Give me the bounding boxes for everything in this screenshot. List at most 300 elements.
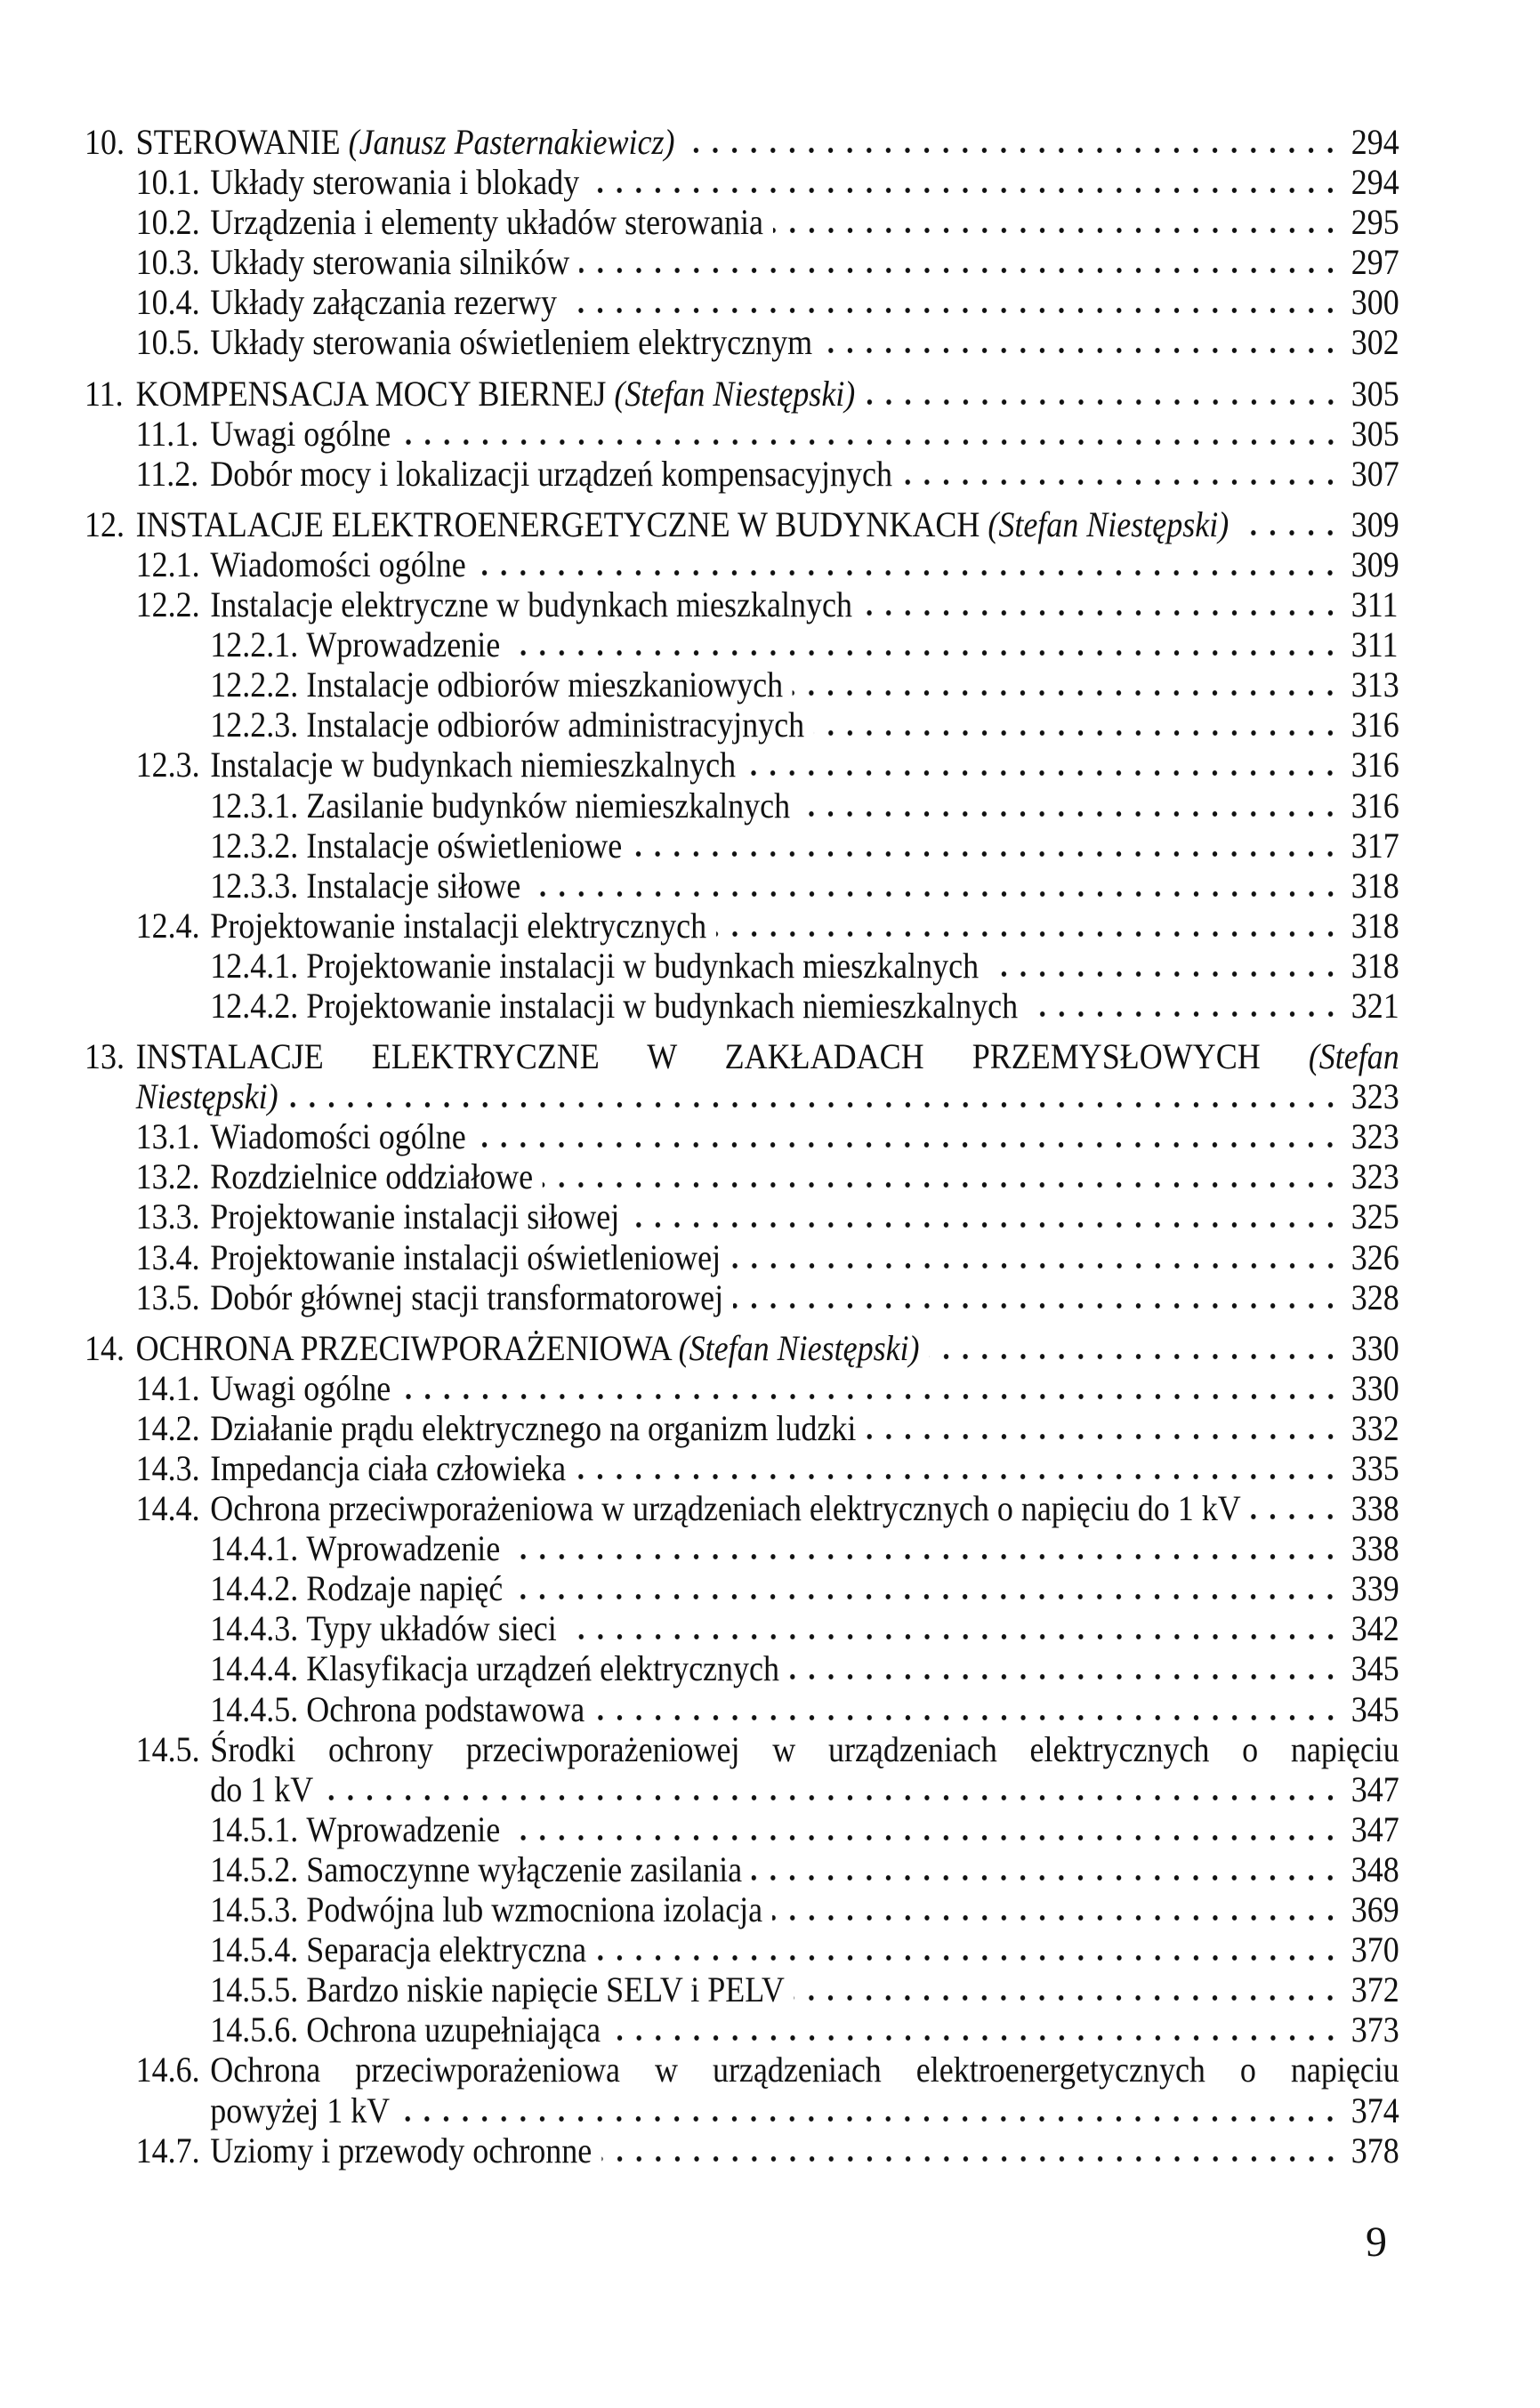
toc-entry-page: 330 xyxy=(1351,1327,1399,1368)
toc-entry-title-text: Ochrona uzupełniająca xyxy=(306,2009,601,2050)
toc-entry-number: 14.4.4. xyxy=(210,1648,299,1689)
toc-entry-title xyxy=(210,414,391,454)
toc-entry-line xyxy=(85,414,1399,454)
toc-entry-title xyxy=(210,162,579,202)
toc-entry-title-text: Wiadomości ogólne xyxy=(210,1116,466,1157)
toc-entry-title xyxy=(210,202,763,242)
toc-entry-page: 302 xyxy=(1351,322,1399,363)
toc-entry-page: 318 xyxy=(1351,905,1399,946)
toc-entry-number: 14.5. xyxy=(135,1728,200,1769)
toc-entry-title-text: Układy sterowania i blokady xyxy=(210,162,580,203)
toc-section[interactable] xyxy=(85,1448,1399,1488)
dot-leader xyxy=(510,1553,1340,1560)
dot-leader xyxy=(400,439,1340,446)
dot-leader xyxy=(476,569,1341,576)
toc-entry-title xyxy=(210,745,736,785)
toc-entry-title xyxy=(210,1196,619,1236)
toc-entry-line-continued xyxy=(85,2090,1399,2130)
toc-entry-number: 13. xyxy=(85,1036,125,1077)
toc-entry-title xyxy=(210,1116,465,1156)
toc-entry-line xyxy=(85,1849,1399,1889)
toc-entry-title xyxy=(136,374,856,414)
toc-entry-title-text: Klasyfikacja urządzeń elektrycznych xyxy=(306,1648,780,1689)
toc-entry-line xyxy=(85,504,1399,544)
toc-entry-page: 330 xyxy=(1351,1367,1399,1408)
toc-entry-title xyxy=(306,624,500,664)
toc-section[interactable] xyxy=(85,1608,1399,1648)
toc-entry-number: 10. xyxy=(85,122,125,162)
toc-entry-page: 369 xyxy=(1351,1889,1399,1930)
toc-entry-title-text: STEROWANIE xyxy=(135,122,349,162)
toc-entry-author: Niestępski) xyxy=(135,1076,278,1117)
toc-entry-title-text: Instalacje odbiorów administracyjnych xyxy=(306,705,805,745)
toc-entry-number: 12.2.1. xyxy=(210,624,299,665)
toc-entry-page: 300 xyxy=(1351,282,1399,323)
page-number: 9 xyxy=(1366,2219,1387,2266)
toc-entry-line xyxy=(85,1568,1399,1608)
toc-section[interactable] xyxy=(85,705,1399,745)
toc-entry-line xyxy=(85,1196,1399,1236)
toc-chapter[interactable] xyxy=(85,1036,1399,1116)
toc-entry-page: 347 xyxy=(1351,1768,1399,1809)
toc-entry-title-text: powyżej 1 kV xyxy=(210,2090,391,2130)
toc-entry-page: 294 xyxy=(1351,162,1399,203)
dot-leader xyxy=(610,2034,1340,2042)
toc-entry-title-text: INSTALACJE ELEKTROENERGETYCZNE W BUDYNKACH xyxy=(135,503,988,544)
toc-entry-page: 318 xyxy=(1351,865,1399,906)
toc-entry-title xyxy=(210,1156,533,1196)
toc-entry-page: 325 xyxy=(1351,1196,1399,1237)
toc-entry-page: 323 xyxy=(1351,1076,1399,1117)
toc-entry-title-text: Zasilanie budynków niemieszkalnych xyxy=(306,785,791,825)
dot-leader xyxy=(399,2115,1340,2122)
toc-section[interactable] xyxy=(85,1156,1399,1196)
toc-entry-number: 14.7. xyxy=(135,2130,200,2170)
toc-chapter[interactable] xyxy=(85,122,1399,162)
toc-section[interactable] xyxy=(85,162,1399,202)
toc-entry-line xyxy=(85,785,1399,825)
toc-section[interactable] xyxy=(85,664,1399,705)
toc-entry-line xyxy=(85,1969,1399,2009)
toc-entry-line xyxy=(85,906,1399,946)
toc-entry-title xyxy=(210,1277,723,1317)
toc-section[interactable] xyxy=(85,1729,1399,1809)
toc-entry-title xyxy=(306,705,804,745)
toc-section[interactable] xyxy=(85,1568,1399,1608)
toc-entry-title-text: Układy załączania rezerwy xyxy=(210,282,558,323)
toc-entry-page: 345 xyxy=(1351,1648,1399,1689)
dot-leader xyxy=(716,930,1340,938)
toc-entry-page: 348 xyxy=(1351,1848,1399,1889)
dot-leader xyxy=(1238,529,1340,536)
toc-entry-title xyxy=(210,2050,1399,2090)
toc-entry-number: 14.5.6. xyxy=(210,2009,299,2050)
dot-leader xyxy=(1251,1513,1341,1520)
toc-entry-number: 14.5.1. xyxy=(210,1808,299,1849)
toc-chapter[interactable] xyxy=(85,1328,1399,1368)
toc-entry-line xyxy=(85,122,1399,162)
dot-leader xyxy=(596,1954,1340,1961)
toc-entry-page: 318 xyxy=(1351,945,1399,986)
toc-entry-title-text: Układy sterowania oświetleniem elektrycznym xyxy=(210,322,813,363)
toc-entry-author: (Stefan Niestępski) xyxy=(988,503,1230,544)
toc-entry-title-text: Wprowadzenie xyxy=(306,1528,501,1569)
toc-chapter[interactable] xyxy=(85,504,1399,544)
dot-leader xyxy=(632,850,1340,858)
toc-entry-line xyxy=(85,946,1399,986)
toc-entry-line xyxy=(85,2050,1399,2090)
toc-entry-number: 14.5.3. xyxy=(210,1889,299,1930)
dot-leader xyxy=(576,1473,1340,1480)
toc-entry-page: 297 xyxy=(1351,242,1399,283)
toc-entry-number: 14.4.3. xyxy=(210,1608,299,1649)
toc-entry-page: 338 xyxy=(1351,1528,1399,1569)
dot-leader xyxy=(629,1221,1340,1228)
toc-section[interactable] xyxy=(85,544,1399,584)
toc-entry-page: 339 xyxy=(1351,1568,1399,1609)
toc-entry-title xyxy=(306,1528,500,1568)
dot-leader xyxy=(794,1994,1340,2001)
toc-entry-title xyxy=(210,1237,721,1277)
toc-entry-line xyxy=(85,374,1399,414)
toc-entry-page: 316 xyxy=(1351,705,1399,745)
dot-leader xyxy=(814,729,1340,737)
dot-leader xyxy=(510,649,1340,656)
toc-entry-title-text: Impedancja ciała człowieka xyxy=(210,1448,567,1488)
toc-entry-line xyxy=(85,1156,1399,1196)
dot-leader xyxy=(733,1302,1340,1309)
toc-entry-number: 12. xyxy=(85,503,125,544)
toc-entry-title-text: do 1 kV xyxy=(210,1768,314,1809)
toc-entry-line xyxy=(85,162,1399,202)
toc-entry-number: 12.3.3. xyxy=(210,865,299,906)
toc-entry-page: 378 xyxy=(1351,2130,1399,2170)
toc-entry-title xyxy=(306,785,790,825)
toc-section[interactable] xyxy=(85,1488,1399,1528)
toc-entry-number: 14. xyxy=(85,1327,125,1368)
toc-entry-title xyxy=(306,1849,742,1889)
dot-leader xyxy=(530,890,1340,898)
toc-entry-title-text: Wiadomości ogólne xyxy=(210,544,466,584)
toc-entry-title-text: OCHRONA PRZECIWPORAŻENIOWA xyxy=(135,1327,679,1368)
toc-entry-page: 347 xyxy=(1351,1808,1399,1849)
toc-section[interactable] xyxy=(85,1969,1399,2009)
dot-leader xyxy=(988,970,1340,978)
toc-entry-title xyxy=(306,1969,785,2009)
toc-entry-page: 372 xyxy=(1351,1969,1399,2010)
toc-entry-title xyxy=(136,122,675,162)
toc-entry-line-continued xyxy=(85,1076,1399,1116)
toc-section[interactable] xyxy=(85,242,1399,282)
dot-leader xyxy=(902,479,1340,486)
dot-leader xyxy=(476,1141,1341,1148)
toc-entry-title xyxy=(306,1568,503,1608)
toc-entry-title xyxy=(136,1328,920,1368)
toc-entry-title-text: Instalacje oświetleniowe xyxy=(306,825,623,866)
toc-entry-page: 305 xyxy=(1351,373,1399,414)
toc-entry-line xyxy=(85,322,1399,362)
toc-entry-title xyxy=(210,454,892,494)
toc-entry-line xyxy=(85,2009,1399,2050)
toc-section[interactable] xyxy=(85,1116,1399,1156)
toc-entry-number: 14.4. xyxy=(135,1488,200,1529)
toc-entry-number: 12.3. xyxy=(135,745,200,785)
toc-entry-title-text: Instalacje elektryczne w budynkach mieszkalnych xyxy=(210,584,852,625)
toc-entry-number: 14.3. xyxy=(135,1448,200,1488)
toc-entry-line xyxy=(85,1889,1399,1929)
toc-entry-title-text: Dobór mocy i lokalizacji urządzeń kompensacyjnych xyxy=(210,453,893,494)
toc-entry-number: 14.5.2. xyxy=(210,1848,299,1889)
toc-section[interactable] xyxy=(85,946,1399,986)
toc-section[interactable] xyxy=(85,1368,1399,1408)
toc-chapter[interactable] xyxy=(85,374,1399,414)
toc-entry-author: (Janusz Pasternakiewicz) xyxy=(348,122,675,162)
toc-section[interactable] xyxy=(85,825,1399,866)
toc-entry-line xyxy=(85,282,1399,322)
toc-entry-title xyxy=(306,825,622,866)
toc-entry-number: 10.4. xyxy=(135,282,200,323)
toc-entry-page: 311 xyxy=(1351,624,1399,665)
toc-entry-number: 10.5. xyxy=(135,322,200,363)
toc-entry-title-text: Samoczynne wyłączenie zasilania xyxy=(306,1848,743,1889)
toc-entry-title xyxy=(306,866,520,906)
toc-section[interactable] xyxy=(85,1929,1399,1969)
toc-entry-line xyxy=(85,664,1399,705)
toc-entry-title xyxy=(210,1408,856,1448)
toc-entry-title xyxy=(210,322,812,362)
toc-entry-number: 12.3.2. xyxy=(210,825,299,866)
toc-entry-title-text: Typy układów sieci xyxy=(306,1608,557,1649)
dot-leader xyxy=(512,1593,1340,1600)
toc-entry-page: 326 xyxy=(1351,1236,1399,1277)
toc-entry-page: 332 xyxy=(1351,1407,1399,1448)
dot-leader xyxy=(746,769,1340,777)
toc-entry-number: 13.4. xyxy=(135,1236,200,1277)
toc-section[interactable] xyxy=(85,322,1399,362)
toc-entry-title xyxy=(210,906,706,946)
dot-leader xyxy=(400,1393,1340,1400)
toc-entry-title xyxy=(210,1488,1240,1528)
toc-entry-page: 345 xyxy=(1351,1688,1399,1729)
toc-entry-line xyxy=(85,1328,1399,1368)
dot-leader xyxy=(567,1633,1341,1640)
toc-entry-number: 12.2.2. xyxy=(210,664,299,705)
toc-entry-title xyxy=(306,1889,762,1929)
toc-entry-title xyxy=(210,584,852,624)
dot-leader xyxy=(567,307,1340,314)
toc-entry-line xyxy=(85,202,1399,242)
toc-entry-line xyxy=(85,454,1399,494)
toc-section[interactable] xyxy=(85,866,1399,906)
dot-leader xyxy=(793,689,1340,697)
toc-entry-line xyxy=(85,1729,1399,1769)
toc-entry-line xyxy=(85,584,1399,624)
toc-entry-page: 373 xyxy=(1351,2009,1399,2050)
toc-entry-title xyxy=(210,1368,391,1408)
toc-entry-line xyxy=(85,705,1399,745)
toc-entry-line-continued xyxy=(85,1769,1399,1809)
toc-entry-number: 11.2. xyxy=(135,453,199,494)
toc-entry-line xyxy=(85,624,1399,664)
toc-entry-page: 374 xyxy=(1351,2090,1399,2130)
toc-section[interactable] xyxy=(85,2130,1399,2170)
toc-section[interactable] xyxy=(85,2050,1399,2130)
toc-section[interactable] xyxy=(85,2009,1399,2050)
toc-entry-title-text: Uwagi ogólne xyxy=(210,1367,391,1408)
toc-entry-line xyxy=(85,1608,1399,1648)
toc-entry-title-text: Projektowanie instalacji elektrycznych xyxy=(210,905,707,946)
toc-section[interactable] xyxy=(85,1648,1399,1688)
toc-entry-title-text: Układy sterowania silników xyxy=(210,242,570,283)
toc-entry-title xyxy=(136,1076,278,1116)
toc-entry-page: 317 xyxy=(1351,825,1399,866)
toc-entry-number: 11.1. xyxy=(135,413,199,454)
toc-section[interactable] xyxy=(85,584,1399,624)
toc-entry-title xyxy=(210,2090,390,2130)
toc-entry-title xyxy=(210,544,465,584)
toc-entry-page: 305 xyxy=(1351,413,1399,454)
toc-section[interactable] xyxy=(85,202,1399,242)
toc-entry-title-text: Projektowanie instalacji oświetleniowej xyxy=(210,1236,722,1277)
dot-leader xyxy=(772,1914,1340,1921)
dot-leader xyxy=(752,1874,1340,1881)
toc-entry-title-text: Rozdzielnice oddziałowe xyxy=(210,1156,534,1197)
toc-entry-title xyxy=(306,1608,556,1648)
dot-leader xyxy=(866,1433,1340,1440)
toc-entry-number: 13.2. xyxy=(135,1156,200,1197)
table-of-contents xyxy=(85,122,1399,2170)
toc-entry-page: 313 xyxy=(1351,664,1399,705)
toc-section[interactable] xyxy=(85,454,1399,494)
toc-entry-title-text: Uziomy i przewody ochronne xyxy=(210,2130,593,2170)
toc-entry-author: (Stefan xyxy=(1308,1036,1399,1077)
toc-entry-number: 14.6. xyxy=(135,2050,200,2090)
dot-leader xyxy=(589,187,1340,194)
dot-leader xyxy=(773,227,1340,234)
toc-entry-title xyxy=(306,1929,586,1969)
toc-entry-title xyxy=(306,1648,779,1688)
toc-entry-line xyxy=(85,825,1399,866)
toc-entry-page: 323 xyxy=(1351,1116,1399,1157)
toc-section[interactable] xyxy=(85,1528,1399,1568)
toc-entry-line xyxy=(85,866,1399,906)
toc-entry-page: 323 xyxy=(1351,1156,1399,1197)
toc-entry-title xyxy=(210,2130,592,2170)
toc-section[interactable] xyxy=(85,1809,1399,1849)
toc-entry-title xyxy=(306,1809,500,1849)
toc-entry-line xyxy=(85,986,1399,1026)
toc-entry-line xyxy=(85,1528,1399,1568)
toc-section[interactable] xyxy=(85,282,1399,322)
toc-entry-title-text: Działanie prądu elektrycznego na organizm ludzki xyxy=(210,1407,857,1448)
toc-entry-number: 12.1. xyxy=(135,544,200,584)
toc-entry-line xyxy=(85,1116,1399,1156)
toc-section[interactable] xyxy=(85,414,1399,454)
toc-entry-title xyxy=(210,1769,313,1809)
toc-entry-title-text: Wprowadzenie xyxy=(306,624,501,665)
dot-leader xyxy=(579,267,1340,274)
toc-entry-page: 311 xyxy=(1351,584,1399,625)
toc-entry-number: 14.1. xyxy=(135,1367,200,1408)
toc-section[interactable] xyxy=(85,1408,1399,1448)
dot-leader xyxy=(323,1794,1340,1801)
toc-entry-title xyxy=(306,986,1018,1026)
toc-entry-title xyxy=(136,504,1230,544)
toc-entry-title-text: Wprowadzenie xyxy=(306,1808,501,1849)
toc-section[interactable] xyxy=(85,785,1399,825)
toc-section[interactable] xyxy=(85,986,1399,1026)
toc-entry-line xyxy=(85,1689,1399,1729)
toc-entry-number: 13.3. xyxy=(135,1196,200,1237)
dot-leader xyxy=(730,1262,1340,1269)
toc-entry-title-text: Urządzenia i elementy układów sterowania xyxy=(210,202,764,243)
toc-section[interactable] xyxy=(85,1196,1399,1236)
toc-entry-page: 309 xyxy=(1351,544,1399,584)
dot-leader xyxy=(287,1101,1340,1108)
toc-section[interactable] xyxy=(85,1889,1399,1929)
toc-entry-number: 13.1. xyxy=(135,1116,200,1157)
toc-entry-title xyxy=(210,282,557,322)
toc-entry-title xyxy=(210,242,569,282)
toc-entry-page: 338 xyxy=(1351,1488,1399,1529)
toc-entry-line xyxy=(85,1237,1399,1277)
toc-entry-line xyxy=(85,1488,1399,1528)
toc-entry-line xyxy=(85,745,1399,785)
toc-entry-line xyxy=(85,1277,1399,1317)
dot-leader xyxy=(862,609,1340,616)
toc-entry-page: 295 xyxy=(1351,202,1399,243)
toc-entry-number: 12.2.3. xyxy=(210,705,299,745)
toc-entry-number: 13.5. xyxy=(135,1276,200,1317)
toc-section[interactable] xyxy=(85,745,1399,785)
toc-section[interactable] xyxy=(85,624,1399,664)
toc-entry-title-text: Projektowanie instalacji w budynkach mieszkalnych xyxy=(306,945,980,986)
toc-section[interactable] xyxy=(85,1689,1399,1729)
toc-entry-line xyxy=(85,1448,1399,1488)
toc-entry-number: 10.2. xyxy=(135,202,200,243)
dot-leader xyxy=(601,2155,1340,2162)
toc-entry-number: 14.5.4. xyxy=(210,1929,299,1970)
toc-entry-title xyxy=(210,1448,566,1488)
toc-section[interactable] xyxy=(85,906,1399,946)
toc-entry-page: 321 xyxy=(1351,985,1399,1026)
toc-entry-title-text: Ochrona podstawowa xyxy=(306,1688,585,1729)
toc-entry-line xyxy=(85,544,1399,584)
toc-entry-page: 294 xyxy=(1351,122,1399,162)
toc-entry-title-text: Podwójna lub wzmocniona izolacja xyxy=(306,1889,763,1930)
toc-entry-page: 316 xyxy=(1351,785,1399,825)
toc-entry-title-text: Ochrona przeciwporażeniowa w urządzeniach elektrycznych o napięciu do 1 kV xyxy=(210,1488,1241,1529)
toc-entry-title-text: Ochrona przeciwporażeniowa w urządzeniach elektroenergetycznych o napięciu xyxy=(210,2050,1399,2090)
toc-entry-title-text: INSTALACJE ELEKTRYCZNE W ZAKŁADACH PRZEMYSŁOWYCH xyxy=(135,1036,1309,1077)
toc-entry-number: 14.4.2. xyxy=(210,1568,299,1609)
dot-leader xyxy=(789,1673,1340,1680)
toc-section[interactable] xyxy=(85,1277,1399,1317)
dot-leader xyxy=(822,347,1340,354)
toc-entry-line xyxy=(85,1648,1399,1688)
toc-entry-page: 370 xyxy=(1351,1929,1399,1970)
toc-entry-title-text: Instalacje siłowe xyxy=(306,865,521,906)
toc-section[interactable] xyxy=(85,1849,1399,1889)
dot-leader xyxy=(800,810,1340,817)
toc-entry-number: 11. xyxy=(85,373,124,414)
toc-entry-number: 10.3. xyxy=(135,242,200,283)
toc-entry-title-text: Środki ochrony przeciwporażeniowej w urządzeniach elektrycznych o napięciu xyxy=(210,1728,1399,1769)
toc-section[interactable] xyxy=(85,1237,1399,1277)
dot-leader xyxy=(929,1353,1340,1360)
toc-entry-number: 10.1. xyxy=(135,162,200,203)
toc-entry-title xyxy=(306,2009,601,2050)
